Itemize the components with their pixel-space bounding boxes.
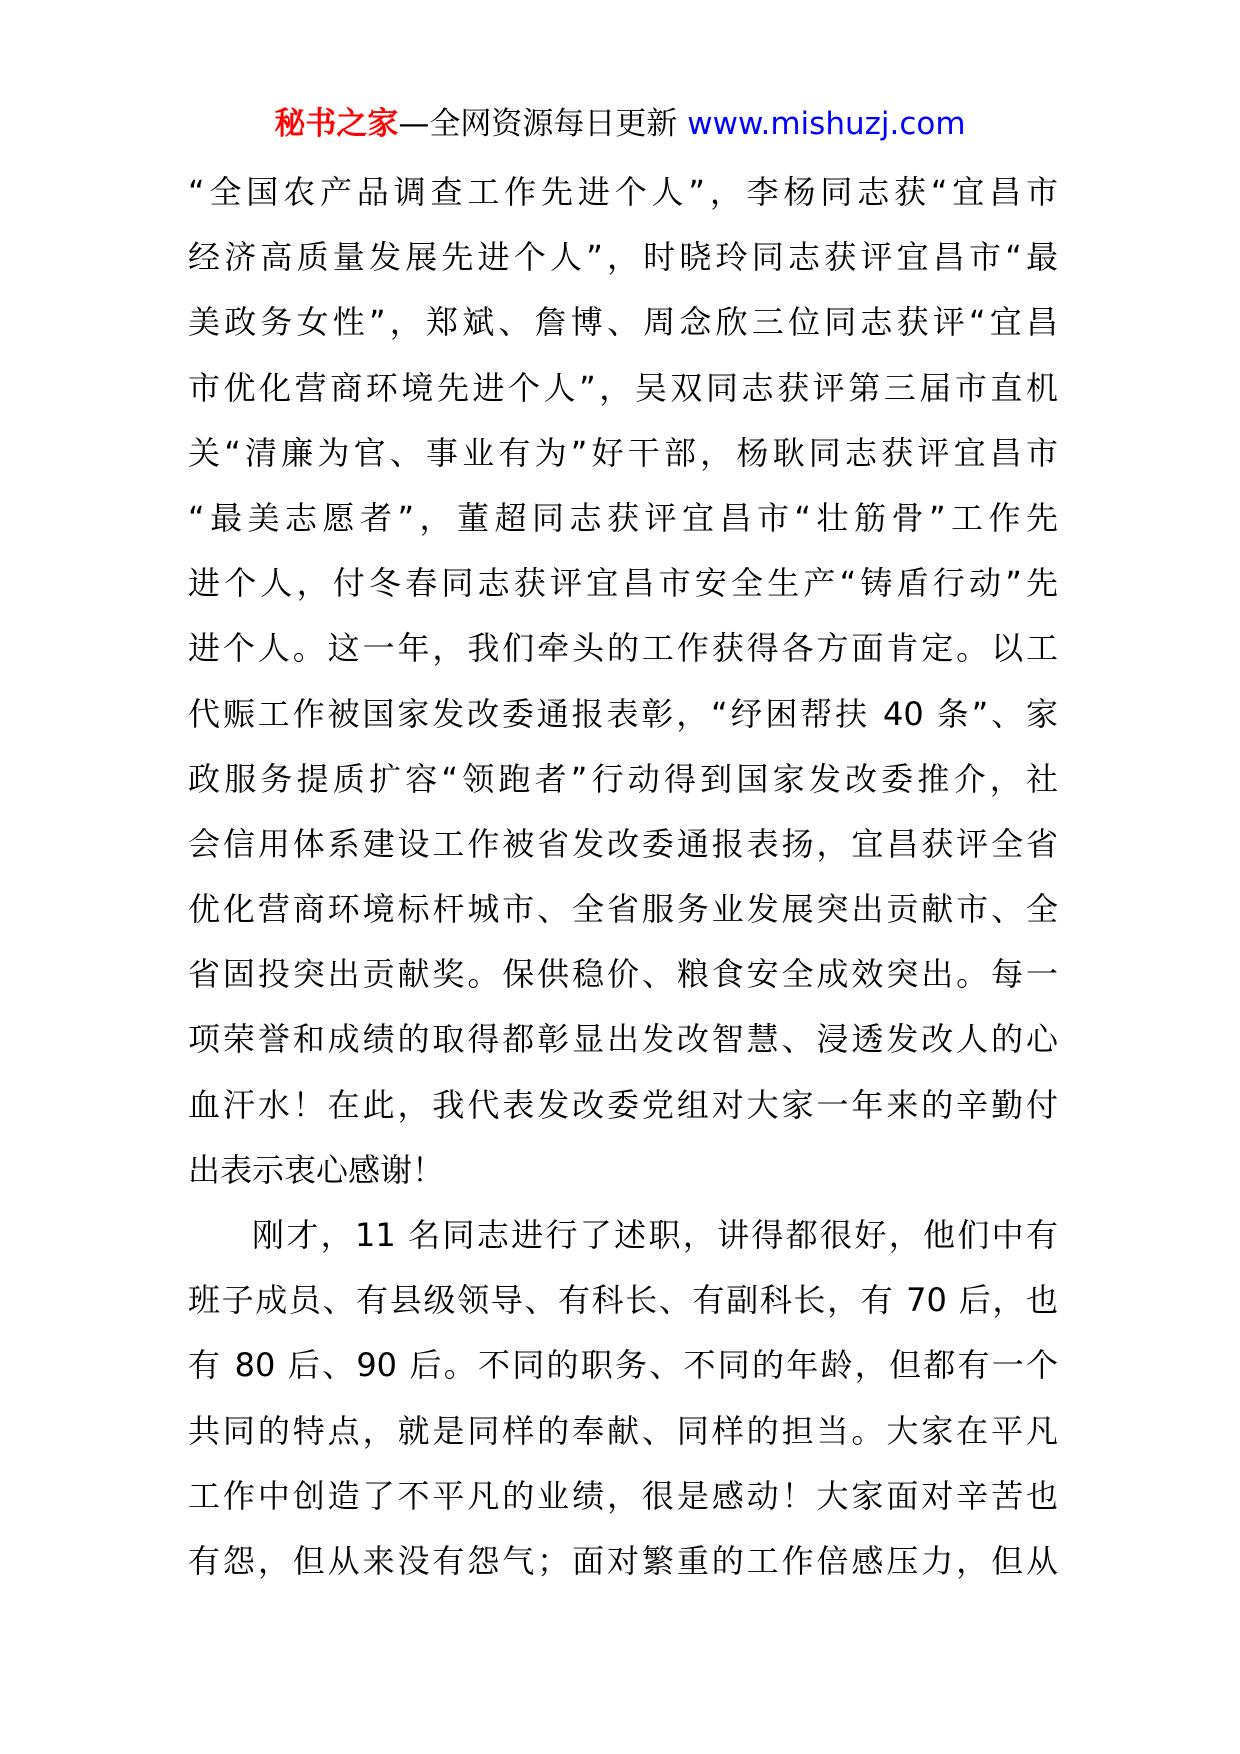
text-line: 班子成员、有县级领导、有科长、有副科长，有 70 后，也 [188, 1281, 1058, 1320]
text-line: 共同的特点，就是同样的奉献、同样的担当。大家在平凡 [188, 1411, 1058, 1450]
brand-name: 秘书之家 [274, 106, 399, 142]
text-line: 经济高质量发展先进个人”，时晓玲同志获评宜昌市“最 [188, 238, 1058, 277]
text-line: 优化营商环境标杆城市、全省服务业发展突出贡献市、全 [188, 890, 1058, 929]
text-line: 会信用体系建设工作被省发改委通报表扬，宜昌获评全省 [188, 824, 1058, 863]
document-header [0, 104, 1240, 144]
text-line: 有 80 后、90 后。不同的职务、不同的年龄，但都有一个 [188, 1346, 1058, 1385]
text-line: “全国农产品调查工作先进个人”，李杨同志获“宜昌市 [188, 173, 1058, 211]
text-line: 关“清廉为官、事业有为”好干部，杨耿同志获评宜昌市 [188, 433, 1058, 472]
text-line: 进个人。这一年，我们牵头的工作获得各方面肯定。以工 [188, 629, 1058, 668]
paragraph-end-line: 出表示衷心感谢！ [188, 1150, 445, 1189]
text-line: 工作中创造了不平凡的业绩，很是感动！大家面对辛苦也 [188, 1476, 1058, 1515]
text-line: 项荣誉和成绩的取得都彰显出发改智慧、浸透发改人的心 [188, 1020, 1058, 1059]
text-line: 省固投突出贡献奖。保供稳价、粮食安全成效突出。每一 [188, 955, 1058, 994]
website-link[interactable]: www.mishuzj.com [687, 106, 966, 142]
text-line: 市优化营商环境先进个人”，吴双同志获评第三届市直机 [188, 368, 1058, 407]
document-body [188, 160, 1058, 1594]
paragraph-start-line: 刚才，11 名同志进行了述职，讲得都很好，他们中有 [252, 1216, 1058, 1254]
header-tagline: —全网资源每日更新 [398, 106, 678, 142]
text-line: 政服务提质扩容“领跑者”行动得到国家发改委推介，社 [188, 759, 1058, 798]
text-line: “最美志愿者”，董超同志获评宜昌市“壮筋骨”工作先 [188, 498, 1058, 537]
text-line: 美政务女性”，郑斌、詹博、周念欣三位同志获评“宜昌 [188, 303, 1058, 342]
text-line: 代赈工作被国家发改委通报表彰，“纾困帮扶 40 条”、家 [188, 694, 1058, 733]
text-line: 进个人，付冬春同志获评宜昌市安全生产“铸盾行动”先 [188, 564, 1058, 603]
text-line: 有怨，但从来没有怨气；面对繁重的工作倍感压力，但从 [188, 1541, 1058, 1580]
text-line: 血汗水！在此，我代表发改委党组对大家一年来的辛勤付 [188, 1085, 1058, 1124]
